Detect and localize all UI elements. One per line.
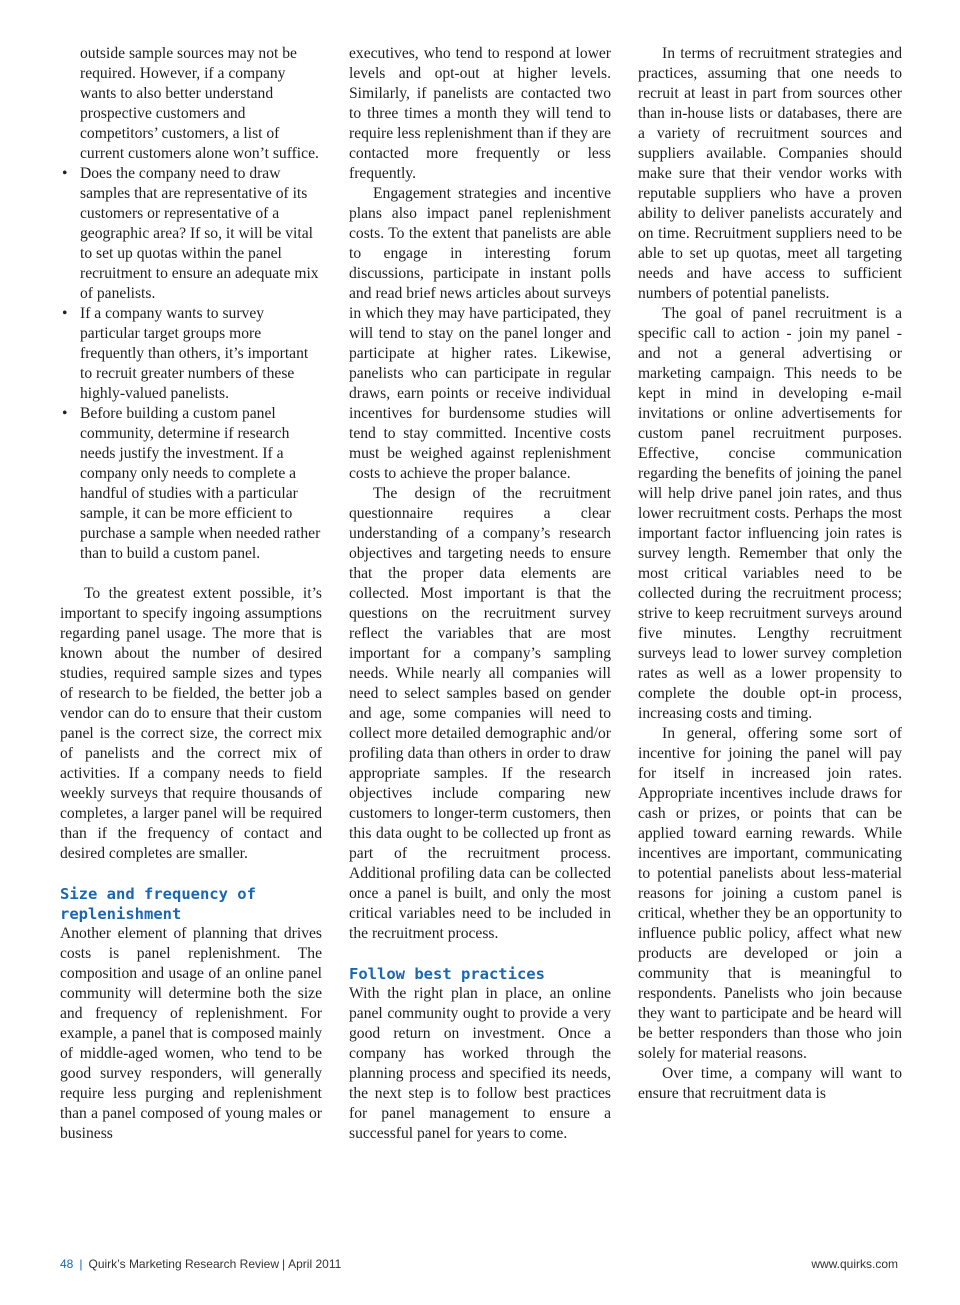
bullet-item: • If a company wants to survey particular target groups more frequently than others, it’s important to recruit greater numbers of these highly-valued panelists. bbox=[60, 304, 322, 404]
column-1 bbox=[60, 44, 322, 1144]
publication-name: Quirk’s Marketing Research Review bbox=[88, 1257, 279, 1271]
paragraph: The goal of panel recruitment is a specific call to action - join my panel - and not a general advertising or marketing campaign. This needs to be kept in mind in developing e-mail invitations or online advertisements for custom panel recruitment purposes. Effective, concise communication regarding the benefits of joining the panel will help drive panel join rates, and thus lower recruitment costs. Perhaps the most important factor influencing join rates is survey length. Remember that only the most critical variables need to be collected during the recruitment process; strive to keep recruitment surveys around five minutes. Lengthy recruitment surveys lead to lower survey completion rates as well as a lower propensity to complete the double opt-in process, increasing costs and timing. bbox=[638, 305, 902, 722]
paragraph: Engagement strategies and incentive plans also impact panel replenishment costs. To the extent that panelists are able to engage in interesting forum discussions, participate in instant polls and read brief news articles about surveys in which they may have participated, they will tend to stay on the panel longer and participate at higher rates. Likewise, panelists who can participate in regular draws, earn points or receive individual incentives for burdensome studies will tend to stay committed. Incentive costs must be weighed against replenishment costs to achieve the proper balance. bbox=[349, 185, 611, 482]
paragraph: To the greatest extent possible, it’s important to specify ingoing assumptions regarding panel usage. The more that is known about the number of desired studies, required sample sizes and types of research to be fielded, the better job a vendor can do to ensure that their custom panel is the correct size, the correct mix of panelists and the correct mix of activities. If a company needs to field weekly surveys that require thousands of completes, a larger panel will be required than if the frequency of contact and desired completes are smaller. bbox=[60, 585, 322, 862]
paragraph: With the right plan in place, an online panel community ought to provide a very good return on investment. Once a company has worked through the planning process and specified its needs, the next step is to follow best practices for panel management to ensure a successful panel for years to come. bbox=[349, 985, 611, 1142]
paragraph: The design of the recruitment questionnaire requires a clear understanding of a company’s research objectives and targeting needs to ensure that the proper data elements are collected. Most important is that the questions on the recruitment survey reflect the variables that are most important for a company’s sampling needs. While nearly all companies will need to select samples based on gender and age, some companies will need to collect more detailed demographic and/or profiling data than others in order to draw appropriate samples. If the research objectives include comparing new customers to longer-term customers, then this data ought to be collected up front as part of the recruitment process. Additional profiling data can be collected once a panel is built, and only the most critical variables need to be included in the recruitment process. bbox=[349, 485, 611, 942]
paragraph: Another element of planning that drives costs is panel replenishment. The composition and usage of an online panel community will determine both the size and frequency of replenishment. For example, a panel that is composed mainly of middle-aged women, who tend to be good survey responders, will generally require less purging and replenishment than a panel composed of young males or business bbox=[60, 925, 322, 1142]
page-number: 48 bbox=[60, 1257, 74, 1271]
column-3 bbox=[638, 44, 902, 1104]
paragraph: In terms of recruitment strategies and practices, assuming that one needs to recruit at least in part from sources other than in-house lists or databases, there are a variety of recruitment sources and suppliers available. Companies should make sure that their vendor works with reputable suppliers who have a proven ability to deliver panelists accurately and on time. Recruitment suppliers need to be able to set up quotas, meet all targeting needs and have access to sufficient numbers of potential panelists. bbox=[638, 45, 902, 302]
bullet-list bbox=[60, 44, 322, 564]
bullet-item: • Before building a custom panel community, determine if research needs justify the investment. If a company only needs to complete a handful of studies with a particular sample, it can be more efficient to purchase a sample when needed rather than to build a custom panel. bbox=[60, 404, 322, 564]
paragraph: Over time, a company will want to ensure that recruitment data is bbox=[638, 1065, 902, 1102]
footer-separator: | bbox=[79, 1257, 83, 1271]
footer-separator-2: | bbox=[282, 1257, 286, 1271]
paragraph: executives, who tend to respond at lower levels and opt-out at higher levels. Similarly, if panelists are contacted two to three times a month they will tend to require less replenishment than if they are contacted more frequently or less frequently. bbox=[349, 45, 611, 182]
bullet-item-continued: outside sample sources may not be required. However, if a company wants to also better understand prospective customers and competitors’ customers, a list of current customers alone won’t suffice. bbox=[80, 45, 319, 162]
issue-date: April 2011 bbox=[288, 1257, 342, 1271]
section-heading: Size and frequency of replenishment bbox=[60, 885, 256, 923]
website-url[interactable]: www.quirks.com bbox=[811, 1257, 898, 1271]
spacer bbox=[60, 564, 322, 584]
page-footer bbox=[60, 1257, 898, 1271]
column-2 bbox=[349, 44, 611, 1144]
bullet-item: • Does the company need to draw samples that are representative of its customers or representative of a geographic area? If so, it will be vital to set up quotas within the panel recruitment to ensure an adequate mix of panelists. bbox=[60, 164, 322, 304]
paragraph: In general, offering some sort of incentive for joining the panel will pay for itself in increased join rates. Appropriate incentives include draws for cash or prizes, or points that can be applied toward earning rewards. While incentives are important, communicating to potential panelists about less-material reasons for joining a custom panel is critical, whether they be an opportunity to influence public policy, affect what new products are developed or join a community that is meaningful to respondents. Panelists who join because they want to participate and be heard will be better responders than those who join solely for material reasons. bbox=[638, 725, 902, 1062]
section-heading: Follow best practices bbox=[349, 965, 545, 983]
